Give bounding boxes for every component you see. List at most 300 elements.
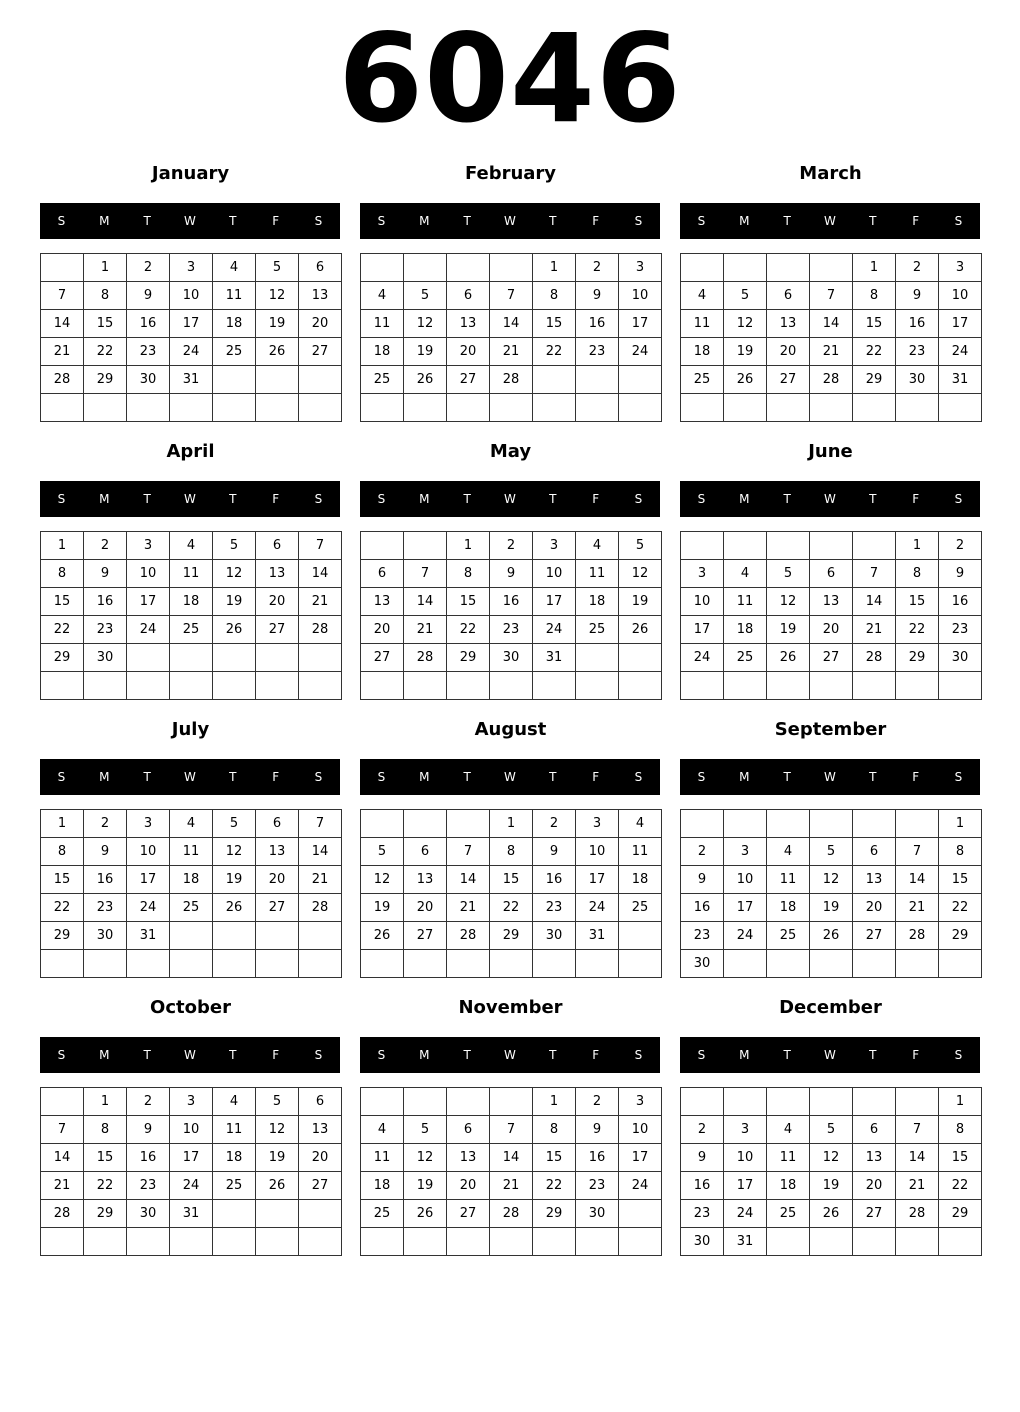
weekday-label: F	[912, 214, 920, 228]
empty-day-cell	[213, 394, 256, 422]
empty-day-cell	[767, 1228, 810, 1256]
month-name: September	[774, 719, 887, 740]
day-cell: 30	[576, 1200, 619, 1228]
day-cell: 21	[299, 588, 342, 616]
day-cell: 8	[41, 838, 84, 866]
month-name: February	[464, 163, 557, 184]
day-cell: 5	[213, 532, 256, 560]
day-cell: 11	[170, 838, 213, 866]
day-cell: 7	[896, 838, 939, 866]
day-cell: 24	[619, 338, 662, 366]
day-cell: 7	[41, 282, 84, 310]
empty-day-cell	[576, 672, 619, 700]
weekday-label: F	[912, 1048, 920, 1062]
empty-day-cell	[810, 1088, 853, 1116]
day-cell: 14	[896, 1144, 939, 1172]
day-cell: 4	[619, 810, 662, 838]
day-cell: 10	[170, 282, 213, 310]
weekday-header	[360, 481, 660, 517]
day-cell: 7	[810, 282, 853, 310]
month-name: July	[171, 719, 210, 740]
day-cell: 25	[619, 894, 662, 922]
day-cell: 9	[84, 560, 127, 588]
day-cell: 21	[447, 894, 490, 922]
weekday-label: S	[634, 1048, 643, 1062]
weekday-label: M	[419, 214, 430, 228]
day-cell: 20	[767, 338, 810, 366]
day-cell: 14	[404, 588, 447, 616]
day-cell: 18	[724, 616, 767, 644]
weekday-label: T	[463, 1048, 471, 1062]
day-cell: 3	[724, 1116, 767, 1144]
day-cell: 1	[533, 1088, 576, 1116]
empty-day-cell	[404, 1228, 447, 1256]
day-cell: 26	[361, 922, 404, 950]
weekday-header	[40, 759, 340, 795]
empty-day-cell	[84, 672, 127, 700]
empty-day-cell	[447, 394, 490, 422]
empty-day-cell	[853, 532, 896, 560]
day-cell: 12	[213, 838, 256, 866]
weekday-label: S	[314, 492, 323, 506]
day-cell: 23	[939, 616, 982, 644]
day-cell: 11	[767, 866, 810, 894]
day-cell: 1	[896, 532, 939, 560]
empty-day-cell	[576, 366, 619, 394]
day-grid	[680, 1087, 982, 1256]
day-cell: 16	[533, 866, 576, 894]
day-cell: 8	[533, 1116, 576, 1144]
day-cell: 25	[767, 1200, 810, 1228]
empty-day-cell	[490, 394, 533, 422]
weekday-label: M	[99, 770, 110, 784]
day-cell: 31	[724, 1228, 767, 1256]
weekday-label: T	[869, 770, 877, 784]
weekday-label: T	[549, 214, 557, 228]
weekday-label: T	[783, 214, 791, 228]
day-cell: 9	[490, 560, 533, 588]
empty-day-cell	[447, 810, 490, 838]
day-cell: 9	[681, 866, 724, 894]
weekday-label: S	[634, 214, 643, 228]
weekday-label: T	[869, 492, 877, 506]
day-cell: 7	[41, 1116, 84, 1144]
day-cell: 31	[576, 922, 619, 950]
day-cell: 7	[853, 560, 896, 588]
day-cell: 19	[810, 1172, 853, 1200]
day-cell: 25	[576, 616, 619, 644]
day-cell: 28	[896, 1200, 939, 1228]
day-cell: 11	[213, 282, 256, 310]
day-cell: 1	[41, 532, 84, 560]
day-cell: 13	[767, 310, 810, 338]
day-cell: 25	[170, 894, 213, 922]
weekday-header	[360, 203, 660, 239]
weekday-label: M	[419, 1048, 430, 1062]
weekday-label: W	[184, 492, 196, 506]
day-cell: 21	[896, 894, 939, 922]
day-cell: 20	[447, 338, 490, 366]
empty-day-cell	[404, 394, 447, 422]
day-cell: 15	[939, 866, 982, 894]
weekday-header	[360, 1037, 660, 1073]
day-cell: 26	[404, 366, 447, 394]
day-cell: 12	[619, 560, 662, 588]
empty-day-cell	[361, 532, 404, 560]
empty-day-cell	[84, 1228, 127, 1256]
day-cell: 19	[256, 310, 299, 338]
day-cell: 21	[490, 1172, 533, 1200]
day-cell: 22	[939, 1172, 982, 1200]
day-cell: 11	[576, 560, 619, 588]
empty-day-cell	[127, 1228, 170, 1256]
weekday-label: M	[99, 214, 110, 228]
day-cell: 17	[170, 310, 213, 338]
day-cell: 22	[41, 616, 84, 644]
day-cell: 17	[170, 1144, 213, 1172]
day-grid	[680, 809, 982, 978]
day-cell: 10	[127, 560, 170, 588]
empty-day-cell	[810, 532, 853, 560]
day-cell: 7	[404, 560, 447, 588]
day-grid	[360, 531, 662, 700]
day-cell: 2	[939, 532, 982, 560]
day-cell: 26	[767, 644, 810, 672]
empty-day-cell	[41, 394, 84, 422]
day-cell: 20	[853, 1172, 896, 1200]
weekday-label: S	[57, 214, 66, 228]
day-cell: 22	[447, 616, 490, 644]
day-cell: 11	[681, 310, 724, 338]
empty-day-cell	[724, 810, 767, 838]
empty-day-cell	[256, 672, 299, 700]
empty-day-cell	[724, 950, 767, 978]
day-cell: 5	[810, 1116, 853, 1144]
day-cell: 13	[404, 866, 447, 894]
day-grid	[40, 809, 342, 978]
weekday-label: W	[824, 492, 836, 506]
day-cell: 25	[213, 338, 256, 366]
day-cell: 29	[533, 1200, 576, 1228]
day-cell: 28	[490, 366, 533, 394]
day-grid	[360, 253, 662, 422]
day-cell: 9	[896, 282, 939, 310]
weekday-label: T	[229, 1048, 237, 1062]
day-cell: 24	[533, 616, 576, 644]
empty-day-cell	[213, 1200, 256, 1228]
month-name: October	[150, 997, 231, 1018]
empty-day-cell	[361, 1228, 404, 1256]
day-cell: 5	[810, 838, 853, 866]
empty-day-cell	[896, 394, 939, 422]
day-cell: 1	[533, 254, 576, 282]
empty-day-cell	[299, 1200, 342, 1228]
empty-day-cell	[619, 366, 662, 394]
day-cell: 29	[447, 644, 490, 672]
weekday-header	[680, 481, 980, 517]
day-cell: 26	[810, 922, 853, 950]
day-cell: 2	[84, 810, 127, 838]
empty-day-cell	[299, 644, 342, 672]
day-cell: 12	[767, 588, 810, 616]
day-cell: 21	[404, 616, 447, 644]
empty-day-cell	[490, 672, 533, 700]
day-cell: 27	[299, 1172, 342, 1200]
month-name: January	[151, 163, 230, 184]
weekday-label: W	[504, 770, 516, 784]
weekday-label: M	[419, 492, 430, 506]
day-cell: 10	[619, 282, 662, 310]
empty-day-cell	[767, 810, 810, 838]
day-cell: 12	[810, 1144, 853, 1172]
empty-day-cell	[213, 922, 256, 950]
day-cell: 20	[299, 1144, 342, 1172]
day-cell: 26	[213, 616, 256, 644]
day-cell: 9	[127, 1116, 170, 1144]
day-cell: 19	[404, 338, 447, 366]
empty-day-cell	[361, 394, 404, 422]
weekday-header	[680, 203, 980, 239]
day-cell: 28	[41, 366, 84, 394]
empty-day-cell	[724, 672, 767, 700]
weekday-label: W	[504, 214, 516, 228]
month-name: April	[166, 441, 215, 462]
day-cell: 7	[896, 1116, 939, 1144]
day-cell: 28	[299, 616, 342, 644]
day-cell: 24	[939, 338, 982, 366]
day-cell: 7	[490, 282, 533, 310]
day-cell: 4	[767, 1116, 810, 1144]
day-cell: 16	[84, 588, 127, 616]
day-cell: 2	[681, 838, 724, 866]
day-cell: 4	[361, 1116, 404, 1144]
day-cell: 7	[490, 1116, 533, 1144]
empty-day-cell	[681, 394, 724, 422]
day-cell: 14	[490, 1144, 533, 1172]
empty-day-cell	[681, 254, 724, 282]
day-cell: 11	[213, 1116, 256, 1144]
day-cell: 17	[533, 588, 576, 616]
day-cell: 3	[533, 532, 576, 560]
day-cell: 11	[361, 1144, 404, 1172]
empty-day-cell	[41, 1088, 84, 1116]
weekday-label: W	[824, 770, 836, 784]
day-cell: 13	[853, 1144, 896, 1172]
day-cell: 13	[810, 588, 853, 616]
weekday-label: T	[549, 770, 557, 784]
day-cell: 27	[447, 1200, 490, 1228]
month-name: August	[474, 719, 547, 740]
day-cell: 3	[170, 254, 213, 282]
empty-day-cell	[256, 950, 299, 978]
empty-day-cell	[84, 394, 127, 422]
weekday-label: T	[229, 770, 237, 784]
empty-day-cell	[41, 1228, 84, 1256]
day-cell: 28	[810, 366, 853, 394]
empty-day-cell	[41, 672, 84, 700]
day-cell: 12	[724, 310, 767, 338]
empty-day-cell	[170, 922, 213, 950]
day-cell: 20	[447, 1172, 490, 1200]
day-cell: 11	[170, 560, 213, 588]
day-cell: 10	[170, 1116, 213, 1144]
day-cell: 23	[533, 894, 576, 922]
weekday-label: S	[697, 1048, 706, 1062]
day-cell: 17	[619, 310, 662, 338]
day-cell: 6	[404, 838, 447, 866]
day-cell: 5	[619, 532, 662, 560]
day-cell: 4	[170, 532, 213, 560]
day-cell: 11	[767, 1144, 810, 1172]
day-cell: 16	[84, 866, 127, 894]
day-cell: 30	[84, 644, 127, 672]
day-cell: 19	[361, 894, 404, 922]
day-cell: 18	[170, 866, 213, 894]
weekday-label: T	[143, 214, 151, 228]
day-cell: 16	[896, 310, 939, 338]
day-cell: 7	[299, 532, 342, 560]
day-cell: 26	[619, 616, 662, 644]
weekday-label: M	[739, 1048, 750, 1062]
empty-day-cell	[533, 394, 576, 422]
empty-day-cell	[299, 672, 342, 700]
day-cell: 14	[896, 866, 939, 894]
empty-day-cell	[213, 366, 256, 394]
empty-day-cell	[619, 1228, 662, 1256]
day-cell: 1	[939, 810, 982, 838]
day-cell: 29	[41, 644, 84, 672]
empty-day-cell	[533, 672, 576, 700]
day-cell: 6	[810, 560, 853, 588]
day-cell: 29	[41, 922, 84, 950]
weekday-label: T	[869, 1048, 877, 1062]
day-cell: 24	[127, 894, 170, 922]
weekday-label: S	[954, 770, 963, 784]
weekday-label: M	[419, 770, 430, 784]
day-cell: 24	[170, 1172, 213, 1200]
day-cell: 8	[533, 282, 576, 310]
empty-day-cell	[361, 672, 404, 700]
empty-day-cell	[490, 1088, 533, 1116]
day-cell: 12	[404, 1144, 447, 1172]
day-cell: 1	[41, 810, 84, 838]
day-cell: 9	[533, 838, 576, 866]
day-cell: 30	[84, 922, 127, 950]
weekday-label: T	[783, 492, 791, 506]
empty-day-cell	[213, 950, 256, 978]
day-cell: 23	[681, 1200, 724, 1228]
day-cell: 9	[939, 560, 982, 588]
empty-day-cell	[939, 394, 982, 422]
weekday-label: S	[314, 1048, 323, 1062]
empty-day-cell	[576, 1228, 619, 1256]
day-cell: 31	[127, 922, 170, 950]
weekday-label: S	[954, 492, 963, 506]
empty-day-cell	[619, 644, 662, 672]
day-cell: 26	[404, 1200, 447, 1228]
empty-day-cell	[490, 1228, 533, 1256]
day-cell: 8	[84, 282, 127, 310]
day-grid	[360, 1087, 662, 1256]
day-cell: 25	[361, 366, 404, 394]
empty-day-cell	[767, 1088, 810, 1116]
empty-day-cell	[256, 922, 299, 950]
weekday-label: M	[99, 1048, 110, 1062]
empty-day-cell	[41, 254, 84, 282]
empty-day-cell	[213, 672, 256, 700]
day-cell: 13	[853, 866, 896, 894]
day-cell: 6	[299, 254, 342, 282]
empty-day-cell	[361, 950, 404, 978]
weekday-label: W	[504, 1048, 516, 1062]
day-cell: 15	[490, 866, 533, 894]
empty-day-cell	[127, 644, 170, 672]
weekday-label: S	[634, 492, 643, 506]
empty-day-cell	[619, 394, 662, 422]
day-cell: 24	[619, 1172, 662, 1200]
day-cell: 23	[490, 616, 533, 644]
weekday-header	[360, 759, 660, 795]
day-cell: 14	[853, 588, 896, 616]
empty-day-cell	[896, 950, 939, 978]
day-cell: 3	[619, 254, 662, 282]
empty-day-cell	[170, 950, 213, 978]
day-cell: 9	[576, 1116, 619, 1144]
weekday-label: F	[912, 492, 920, 506]
empty-day-cell	[939, 1228, 982, 1256]
day-cell: 19	[256, 1144, 299, 1172]
weekday-label: F	[592, 492, 600, 506]
day-cell: 29	[853, 366, 896, 394]
day-cell: 19	[810, 894, 853, 922]
empty-day-cell	[619, 922, 662, 950]
weekday-label: S	[314, 770, 323, 784]
empty-day-cell	[170, 1228, 213, 1256]
day-cell: 22	[490, 894, 533, 922]
day-cell: 18	[213, 1144, 256, 1172]
day-cell: 6	[853, 1116, 896, 1144]
empty-day-cell	[127, 950, 170, 978]
day-cell: 30	[681, 950, 724, 978]
weekday-label: T	[229, 214, 237, 228]
weekday-label: T	[549, 1048, 557, 1062]
day-cell: 22	[84, 1172, 127, 1200]
day-cell: 11	[361, 310, 404, 338]
day-cell: 22	[896, 616, 939, 644]
day-cell: 14	[41, 310, 84, 338]
empty-day-cell	[939, 672, 982, 700]
day-cell: 27	[767, 366, 810, 394]
day-cell: 16	[490, 588, 533, 616]
day-cell: 18	[361, 1172, 404, 1200]
day-cell: 10	[533, 560, 576, 588]
day-cell: 27	[361, 644, 404, 672]
day-cell: 8	[896, 560, 939, 588]
day-cell: 25	[361, 1200, 404, 1228]
empty-day-cell	[939, 950, 982, 978]
empty-day-cell	[404, 254, 447, 282]
day-cell: 24	[127, 616, 170, 644]
weekday-label: T	[783, 770, 791, 784]
day-cell: 22	[853, 338, 896, 366]
day-cell: 21	[853, 616, 896, 644]
empty-day-cell	[361, 1088, 404, 1116]
day-cell: 26	[213, 894, 256, 922]
day-cell: 8	[490, 838, 533, 866]
day-cell: 1	[84, 1088, 127, 1116]
day-grid	[680, 531, 982, 700]
day-cell: 25	[213, 1172, 256, 1200]
